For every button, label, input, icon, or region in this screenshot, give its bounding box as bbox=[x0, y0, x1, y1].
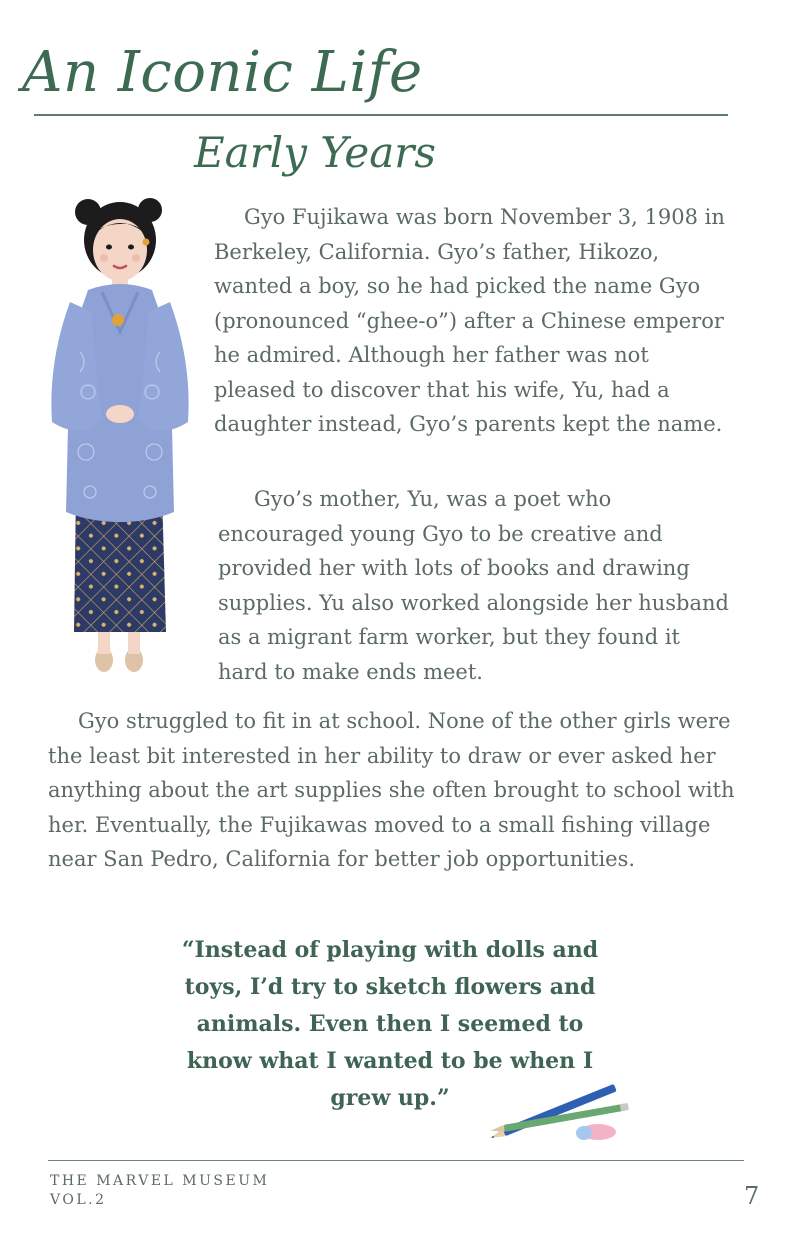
section-title: Early Years bbox=[194, 128, 436, 177]
footer-divider bbox=[48, 1160, 744, 1161]
woman-illustration bbox=[40, 192, 200, 682]
footer-volume: VOL.2 bbox=[50, 1192, 107, 1208]
paragraph-school: Gyo struggled to fit in at school. None of the other girls were the least bit interested in her ability to draw or ever asked her anything about the art supplies she often brought to school with her. Eventually, the Fujikawas moved to a small fishing village near San Pedro, California for better job opportunities. bbox=[48, 709, 735, 871]
title-divider bbox=[34, 114, 728, 116]
pull-quote: “Instead of playing with dolls and toys, I’d try to sketch flowers and animals. Even then I seemed to know what I wanted to be when I grew up.” bbox=[181, 937, 599, 1111]
paragraph-mother: Gyo’s mother, Yu, was a poet who encouraged young Gyo to be creative and provided her with lots of books and drawing supplies. Yu also worked alongside her husband as a migrant farm worker, but they found it hard to make ends meet. bbox=[218, 487, 729, 684]
pencils-icon bbox=[480, 1070, 650, 1150]
page-number: 7 bbox=[744, 1182, 760, 1210]
footer-publication bbox=[50, 1172, 269, 1210]
paragraph-birth: Gyo Fujikawa was born November 3, 1908 in Berkeley, California. Gyo’s father, Hikozo, wanted a boy, so he had picked the name Gyo (pronounced “ghee-o”) after a Chinese emperor he admired. Although her father was not pleased to discover that his wife, Yu, had a daughter instead, Gyo’s parents kept the name. bbox=[214, 205, 725, 436]
footer-publication-name: THE MARVEL MUSEUM bbox=[50, 1173, 270, 1189]
page-title: An Iconic Life bbox=[22, 40, 423, 105]
